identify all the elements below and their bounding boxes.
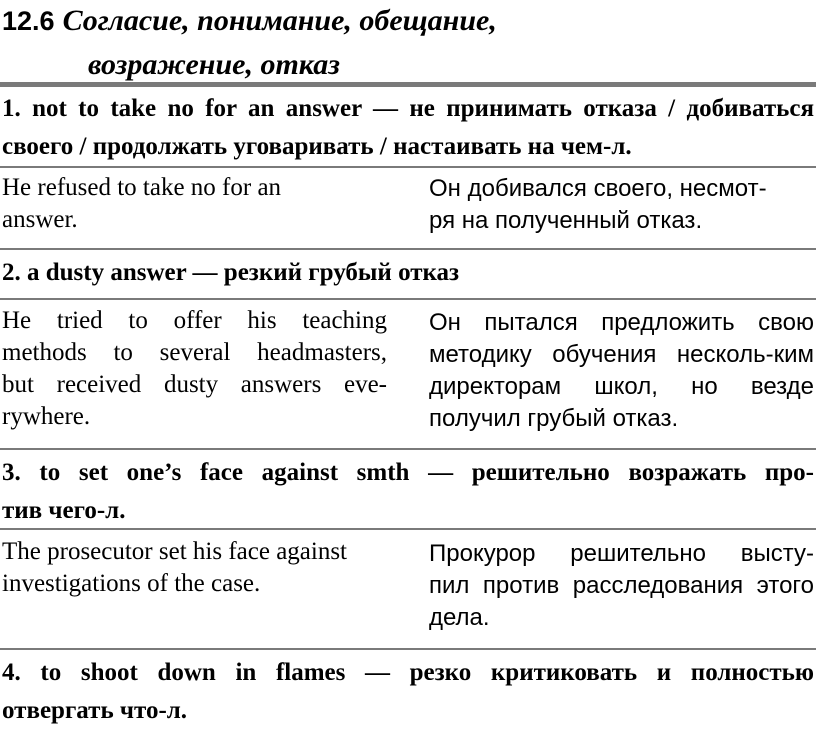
entry-3-russian-line: дела. (429, 604, 490, 631)
entry-1-heading-line: 1. not to take no for an answer — не принимать отказа / добиваться (2, 95, 814, 122)
heading-divider (0, 82, 816, 87)
entry-2-english-line: rywhere. (2, 403, 91, 430)
entry-2-english-line: He tried to offer his teaching (2, 307, 387, 334)
entry-2-english-line: methods to several headmasters, (2, 339, 387, 366)
entry-3-english-line: The prosecutor set his face against (2, 538, 348, 565)
entry-3-english (2, 536, 387, 600)
entry-3-russian (429, 538, 814, 634)
entry-3-russian-line: пил против расследования этого (429, 572, 814, 599)
entry-3-heading-line: тив чего-л. (2, 497, 126, 524)
entry-3-divider (0, 528, 816, 530)
entry-2-english-line: but received dusty answers eve- (2, 371, 387, 398)
entry-1-english (2, 172, 387, 236)
entry-2-russian (429, 307, 814, 435)
entry-2-heading-line: 2. a dusty answer — резкий грубый отказ (2, 259, 460, 286)
entry-1-divider (0, 166, 816, 168)
entry-1-russian (429, 173, 814, 237)
entry-4-heading (2, 654, 814, 730)
entry-2-heading (2, 254, 814, 292)
section-heading (2, 4, 814, 81)
entry-3-heading-line: 3. to set one’s face against smth — решительно возражать про- (2, 459, 814, 486)
entry-4-top-divider (0, 648, 816, 650)
entry-3-heading (2, 454, 814, 530)
section-title-line1: Согласие, понимание, обещание, (62, 4, 497, 37)
entry-2-divider (0, 298, 816, 300)
entry-1-english-line: He refused to take no for an (2, 174, 282, 201)
entry-1-heading-line: своего / продолжать уговаривать / настаивать на чем-л. (2, 133, 632, 160)
entry-4-heading-line: отвергать что-л. (2, 697, 188, 724)
entry-3-russian-line: Прокурор решительно высту- (429, 540, 814, 567)
entry-2-english (2, 305, 387, 433)
entry-2-russian-line: Он пытался предложить свою (429, 309, 814, 336)
entry-1-russian-line: Он добивался своего, несмот- (429, 175, 767, 202)
entry-3-english-line: investigations of the case. (2, 570, 261, 597)
entry-2-russian-line: директорам школ, но везде (429, 373, 814, 400)
entry-1-russian-line: ря на полученный отказ. (429, 207, 703, 234)
entry-4-heading-line: 4. to shoot down in flames — резко критиковать и полностью (2, 659, 814, 686)
entry-2-russian-line: получил грубый отказ. (429, 405, 679, 432)
section-title-line2: возражение, отказ (88, 48, 340, 81)
entry-1-english-line: answer. (2, 206, 78, 233)
entry-1-heading (2, 90, 814, 166)
entry-3-top-divider (0, 448, 816, 450)
entry-2-top-divider (0, 248, 816, 250)
section-number: 12.6 (2, 6, 55, 36)
entry-2-russian-line: методику обучения несколь-ким (429, 341, 814, 368)
